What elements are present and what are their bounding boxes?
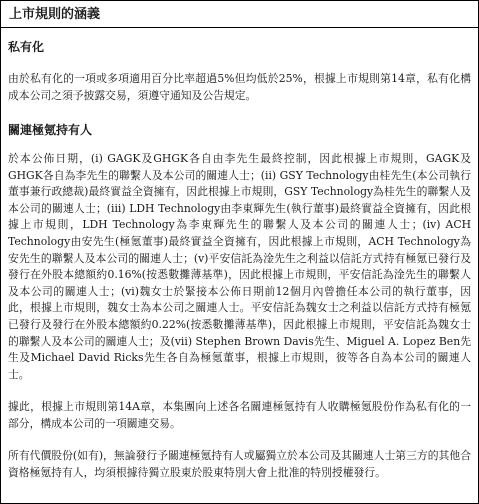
connected-holders-paragraph: 於本公佈日期，(i) GAGK及GHGK各自由李先生最終控制，因此根據上市規則，GAGK及GHGK各自為李先生的聯繫人及本公司的關連人士；(ii) GSY Technology由桂先生(本公司執行董事兼行政總裁)最終實益全資擁有，因此根據上市規則，GSY Technology為桂先生的聯繫人及本公司的關連人士；(iii) LDH Technology由李東輝先生(執行董事)最終實益全資擁有，因此根據上市規則，LDH Technology為李東輝先生的聯繫人及本公司的關連人士；(iv) ACH Technology由安先生(極氪董事)最終實益全資擁有，因此根據上市規則，ACH Technology為安先生的聯繫人及本公司的關連人士；(v)平安信託為淦先生之利益以信託方式持有極氪已發行及發行在外股本總額約0.16%(按悉數攤薄基準)，因此根據上市規則，平安信託為淦先生的聯繫人及本公司的關連人士；(vi)魏女士於緊接本公佈日期前12個月內曾擔任本公司的執行董事，因此，根據上市規則，魏女士為本公司之關連人士。平安信託為魏女士之利益以信託方式持有極氪已發行及發行在外股本總額約0.22%(按悉數攤薄基準)，因此根據上市規則，平安信託為魏女士的聯繫人及本公司的關連人士；及(vii) Stephen Brown Davis先生、Miguel A. Lopez Ben先生及Michael David Ricks先生各自為極氪董事，根據上市規則，彼等各自為本公司的關連人士。 <box>8 152 471 381</box>
connected-transaction-paragraph: 據此，根據上市規則第14A章，本集團向上述各名關連極氪持有人收購極氪股份作為私有化的一部分，構成本公司的一項關連交易。 <box>8 400 471 430</box>
section-heading-connected-holders: 關連極氪持有人 <box>8 123 93 137</box>
consideration-shares-paragraph: 所有代價股份(如有)，無論發行予關連極氪持有人或屬獨立於本公司及其關連人士第三方的其他合資格極氪持有人，均須根據待獨立股東於股東特別大會上批准的特別授權發行。 <box>8 449 471 479</box>
document-title: 上市規則的涵義 <box>9 7 101 22</box>
section-heading-privatisation: 私有化 <box>8 40 45 54</box>
title-divider <box>0 27 479 28</box>
privatisation-paragraph: 由於私有化的一項或多項適用百分比率超過5%但均低於25%，根據上市規則第14章，私有化構成本公司之須予披露交易，須遵守通知及公告規定。 <box>8 72 471 102</box>
